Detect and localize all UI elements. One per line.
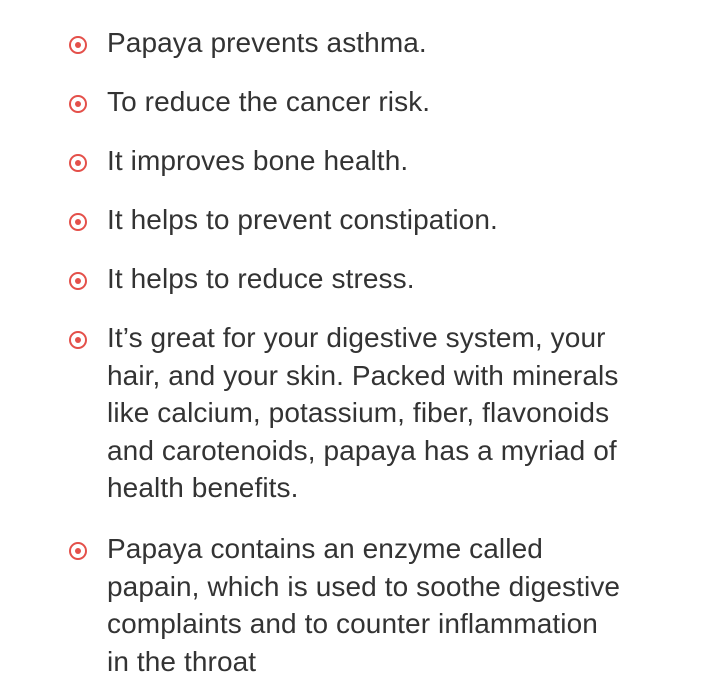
- list-item-text: [107, 530, 697, 680]
- list-item-text: It helps to prevent constipation.: [107, 204, 498, 235]
- text-line: papain, which is used to soothe digestive: [107, 570, 621, 602]
- text-line: It’s great for your digestive system, your: [107, 322, 606, 353]
- bullet-circle-icon: [69, 36, 87, 54]
- text-line: complaints and to counter inflammation: [107, 608, 598, 639]
- bullet-circle-icon: [69, 272, 87, 290]
- bullet-circle-icon: [69, 331, 87, 349]
- text-line: health benefits.: [107, 472, 299, 503]
- text-line: and carotenoids, papaya has a myriad of: [107, 434, 617, 466]
- text-line: like calcium, potassium, fiber, flavonoids: [107, 397, 610, 428]
- text-line: Papaya contains an enzyme called: [107, 533, 543, 564]
- list-item-text: Papaya prevents asthma.: [107, 27, 427, 58]
- bullet-circle-icon: [69, 95, 87, 113]
- bullet-circle-icon: [69, 154, 87, 172]
- list-item-text: [107, 319, 697, 507]
- text-line: hair, and your skin. Packed with minerals: [107, 359, 619, 391]
- list-item-text: It helps to reduce stress.: [107, 263, 415, 294]
- list-item-text: To reduce the cancer risk.: [107, 86, 431, 117]
- text-line: in the throat: [107, 645, 257, 677]
- bullet-circle-icon: [69, 542, 87, 560]
- bullet-circle-icon: [69, 213, 87, 231]
- list-item-text: It improves bone health.: [107, 145, 409, 176]
